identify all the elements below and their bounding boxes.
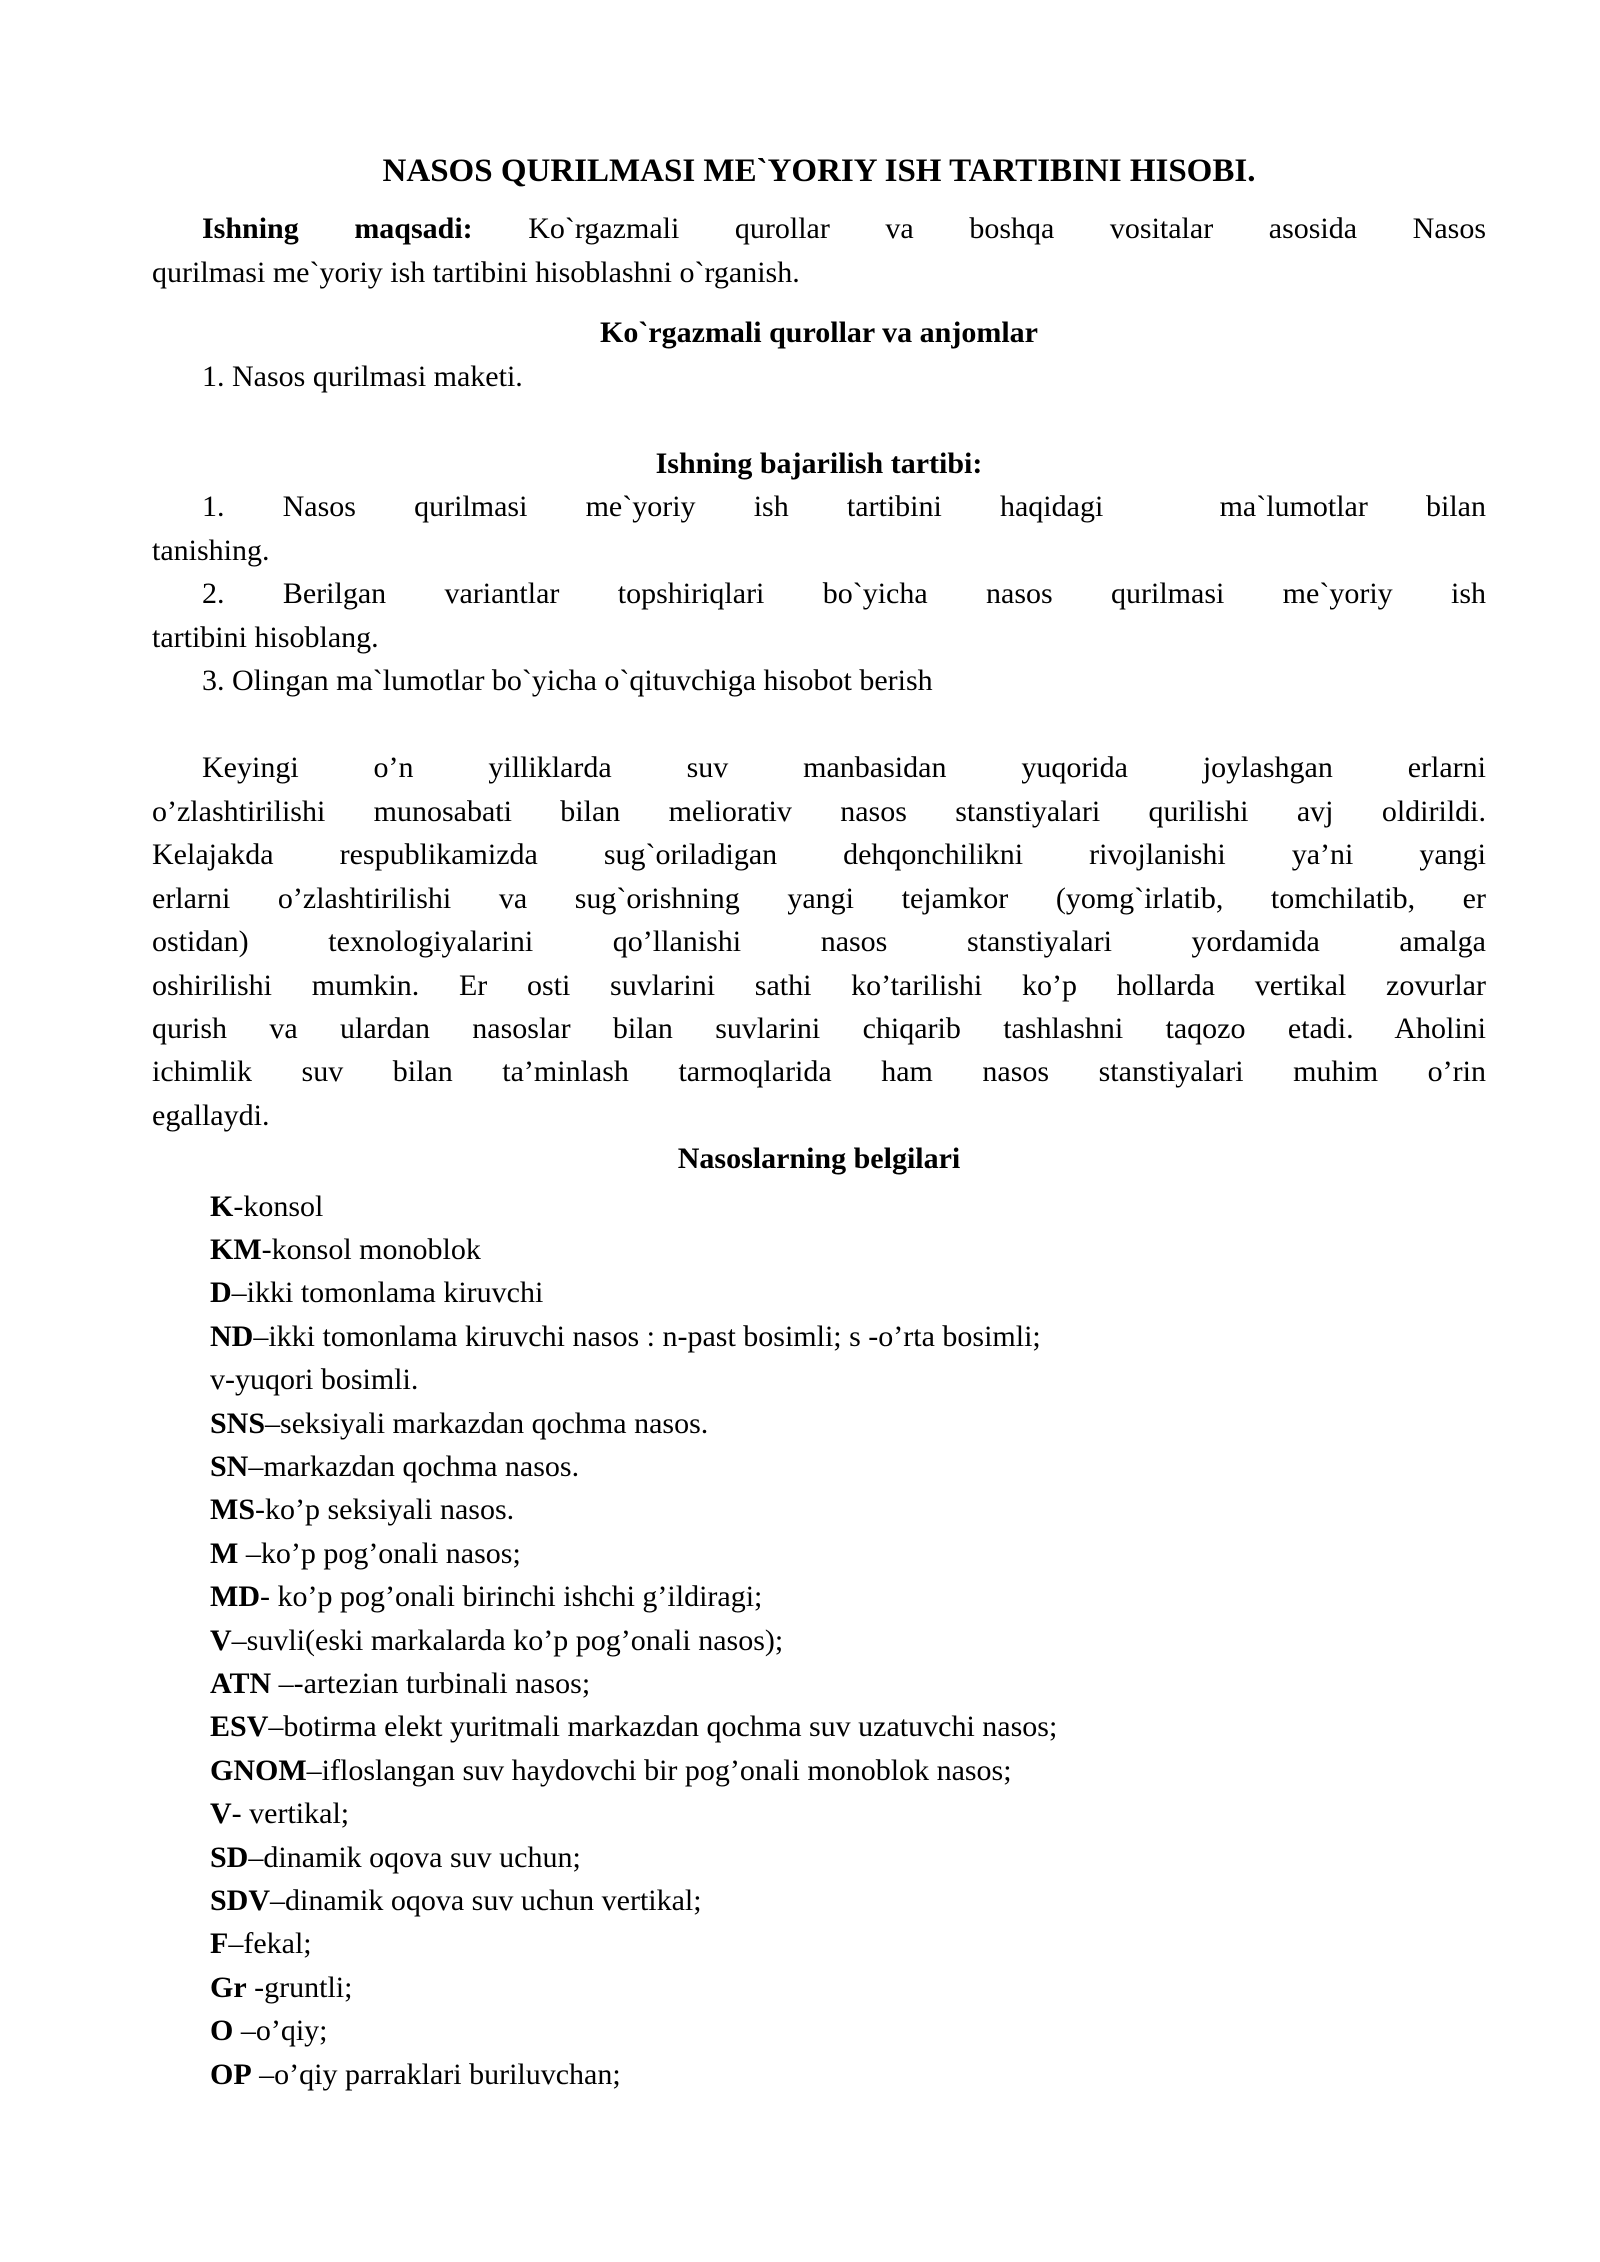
pump-code: SNS — [210, 1406, 266, 1440]
procedure-step-2-line: tartibini hisoblang. — [152, 620, 379, 654]
pump-code-item — [152, 1575, 1486, 1618]
paragraph-line: oshirilishi mumkin. Er osti suvlarini sathi ko’tarilishi ko’p hollarda vertikal zovurlar — [152, 968, 1486, 1002]
paragraph-line: erlarni o’zlashtirilishi va sug`orishning yangi tejamkor (yomg`irlatib, tomchilatib, er — [152, 881, 1486, 915]
purpose-line-1-rest: Ko`rgazmali qurollar va boshqa vositalar asosida Nasos — [472, 212, 1486, 246]
pump-code-item — [152, 2053, 1486, 2096]
pump-code: GNOM — [210, 1753, 307, 1787]
pump-code-item — [152, 1705, 1486, 1748]
pump-code-desc: –-artezian turbinali nasos; — [271, 1667, 591, 1700]
symbols-heading: Nasoslarning belgilari — [677, 1142, 961, 1176]
pump-code-desc: –fekal; — [228, 1927, 312, 1961]
pump-code-list — [152, 1185, 1486, 2097]
pump-code-desc: -konsol monoblok — [261, 1232, 481, 1266]
pump-code-item — [152, 1488, 1486, 1531]
pump-code-item — [152, 1445, 1486, 1488]
purpose-label: Ishning maqsadi: — [202, 212, 473, 246]
pump-code-desc: –o’qiy parraklari buriluvchan; — [251, 2057, 621, 2091]
tools-heading: Ko`rgazmali qurollar va anjomlar — [599, 316, 1039, 350]
pump-code-item — [152, 1836, 1486, 1879]
pump-code-desc: v-yuqori bosimli. — [210, 1363, 419, 1397]
pump-code: O — [210, 2014, 234, 2048]
pump-code-item — [152, 1879, 1486, 1922]
paragraph-line: ostidan) texnologiyalarini qo’llanishi nasos stanstiyalari yordamida amalga — [152, 925, 1486, 959]
pump-code-item — [152, 1315, 1486, 1358]
pump-code-desc: - vertikal; — [231, 1797, 350, 1831]
pump-code-item — [152, 1532, 1486, 1575]
pump-code-desc: –ikki tomonlama kiruvchi — [231, 1276, 544, 1310]
pump-code-desc: –botirma elekt yuritmali markazdan qochma suv uzatuvchi nasos; — [268, 1710, 1058, 1744]
pump-code-desc: –ikki tomonlama kiruvchi nasos : n-past bosimli; s -o’rta bosimli; — [253, 1319, 1041, 1353]
pump-code-item — [152, 1185, 1486, 1228]
procedure-step-1-line: tanishing. — [152, 533, 270, 567]
pump-code: Gr — [210, 1970, 247, 2004]
pump-code-item — [152, 1662, 1486, 1705]
pump-code: KM — [210, 1232, 262, 1266]
pump-code: ND — [210, 1319, 254, 1353]
pump-code-desc: –o’qiy; — [233, 2014, 328, 2048]
pump-code: SD — [210, 1840, 249, 1874]
pump-code-desc: –dinamik oqova suv uchun; — [248, 1840, 581, 1874]
pump-code-desc: –ifloslangan suv haydovchi bir pog’onali monoblok nasos; — [306, 1753, 1012, 1787]
document-title: NASOS QURILMASI ME`YORIY ISH TARTIBINI HISOBI. — [382, 153, 1256, 189]
pump-code-item — [152, 1922, 1486, 1965]
procedure-step-3-line: 3. Olingan ma`lumotlar bo`yicha o`qituvchiga hisobot berish — [202, 664, 933, 698]
purpose-line-1 — [152, 207, 1486, 250]
pump-code: M — [210, 1536, 239, 1570]
pump-code-item — [152, 1792, 1486, 1835]
procedure-heading: Ishning bajarilish tartibi: — [655, 447, 983, 481]
pump-code-desc: –suvli(eski markalarda ko’p pog’onali nasos); — [231, 1623, 784, 1657]
tools-item: 1. Nasos qurilmasi maketi. — [202, 359, 523, 393]
pump-code-item — [152, 1402, 1486, 1445]
pump-code-desc: –dinamik oqova suv uchun vertikal; — [270, 1884, 702, 1918]
pump-code: SDV — [210, 1884, 271, 1918]
pump-code: MD — [210, 1580, 260, 1614]
purpose-line-2: qurilmasi me`yoriy ish tartibini hisoblashni o`rganish. — [152, 255, 800, 289]
procedure-step-1-line: 1. Nasos qurilmasi me`yoriy ish tartibini haqidagi ma`lumotlar bilan — [202, 490, 1486, 524]
paragraph-line: o’zlashtirilishi munosabati bilan meliorativ nasos stanstiyalari qurilishi avj oldirildi. — [152, 794, 1486, 828]
pump-code: F — [210, 1927, 229, 1961]
procedure-step-2-line: 2. Berilgan variantlar topshiriqlari bo`yicha nasos qurilmasi me`yoriy ish — [202, 577, 1486, 611]
pump-code-desc: - ko’p pog’onali birinchi ishchi g’ildiragi; — [259, 1580, 763, 1614]
procedure-steps — [152, 485, 1486, 702]
pump-code-desc: –ko’p pog’onali nasos; — [238, 1536, 521, 1570]
paragraph-line: egallaydi. — [152, 1098, 270, 1132]
pump-code: ESV — [210, 1710, 269, 1744]
pump-code: K — [210, 1189, 234, 1223]
pump-code-desc: -ko’p seksiyali nasos. — [255, 1493, 515, 1527]
pump-code-desc: -gruntli; — [246, 1970, 353, 2004]
pump-code: D — [210, 1276, 232, 1310]
pump-code: MS — [210, 1493, 255, 1527]
pump-code-desc: –markazdan qochma nasos. — [248, 1449, 580, 1483]
intro-paragraph — [152, 746, 1486, 1137]
paragraph-line: qurish va ulardan nasoslar bilan suvlarini chiqarib tashlashni taqozo etadi. Aholini — [152, 1011, 1486, 1045]
pump-code: OP — [210, 2057, 252, 2091]
paragraph-line: Kelajakda respublikamizda sug`oriladigan dehqonchilikni rivojlanishi ya’ni yangi — [152, 838, 1486, 872]
pump-code: V — [210, 1623, 232, 1657]
purpose-paragraph — [152, 207, 1486, 294]
pump-code-item — [152, 1966, 1486, 2009]
pump-code-item — [152, 1749, 1486, 1792]
pump-code-item — [152, 1358, 1486, 1401]
paragraph-line: ichimlik suv bilan ta’minlash tarmoqlarida ham nasos stanstiyalari muhim o’rin — [152, 1055, 1486, 1089]
pump-code-item — [152, 1271, 1486, 1314]
pump-code: V — [210, 1797, 232, 1831]
pump-code-desc: –seksiyali markazdan qochma nasos. — [265, 1406, 709, 1440]
pump-code: ATN — [210, 1667, 272, 1700]
pump-code-item — [152, 1619, 1486, 1662]
pump-code: SN — [210, 1449, 249, 1483]
pump-code-item — [152, 2009, 1486, 2052]
paragraph-line: Keyingi o’n yilliklarda suv manbasidan yuqorida joylashgan erlarni — [202, 751, 1486, 785]
pump-code-item — [152, 1228, 1486, 1271]
pump-code-desc: -konsol — [233, 1189, 324, 1223]
